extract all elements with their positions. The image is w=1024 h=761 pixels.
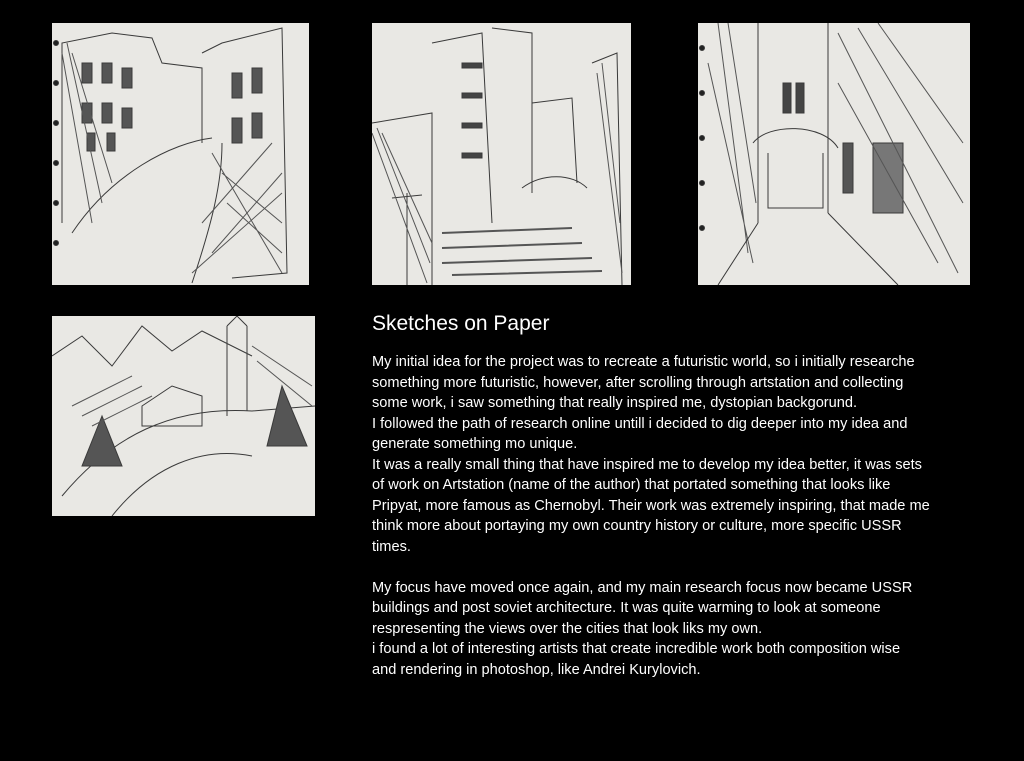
- text-line: buildings and post soviet architecture. It was quite warming to look at someone: [372, 600, 881, 616]
- sketch-landscape-tower: [52, 316, 315, 516]
- text-line: I followed the path of research online untill i decided to dig deeper into my idea and: [372, 415, 908, 432]
- sketch-city-perspective: [372, 23, 631, 285]
- text-line: Pripyat, more famous as Chernobyl. Their work was extremely inspiring, that made me: [372, 497, 930, 514]
- text-line: generate something mo unique.: [372, 436, 578, 452]
- description-text: [372, 352, 987, 680]
- text-line: something more futuristic, however, after scrolling through artstation and collecting: [372, 374, 904, 391]
- page-title: Sketches on Paper: [372, 312, 550, 335]
- text-line: respresenting the views over the cities that look liks my own.: [372, 620, 763, 637]
- sketch-archway: [698, 23, 970, 285]
- text-line: i found a lot of interesting artists that create incredible work both composition wise: [372, 641, 901, 657]
- sketch-archway-drawing: [698, 23, 970, 285]
- sketch-landscape-tower-drawing: [52, 316, 315, 516]
- sketch-street-buildings-drawing: [52, 23, 309, 285]
- sketch-street-buildings: [52, 23, 309, 285]
- text-line: some work, i saw something that really inspired me, dystopian backgorund.: [372, 395, 858, 411]
- text-line: times.: [372, 538, 411, 555]
- text-line: My focus have moved once again, and my main research focus now became USSR: [372, 579, 913, 596]
- paragraph-gap: [372, 557, 987, 578]
- sketch-city-perspective-drawing: [372, 23, 631, 285]
- text-line: and rendering in photoshop, like Andrei Kurylovich.: [372, 661, 701, 678]
- text-line: of work on Artstation (name of the author) that portated something that looks like: [372, 477, 891, 493]
- text-line: My initial idea for the project was to recreate a futuristic world, so i initially researche: [372, 354, 915, 370]
- text-line: It was a really small thing that have inspired me to develop my idea better, it was sets: [372, 456, 922, 473]
- text-line: think more about portaying my own country history or culture, more specific USSR: [372, 518, 902, 534]
